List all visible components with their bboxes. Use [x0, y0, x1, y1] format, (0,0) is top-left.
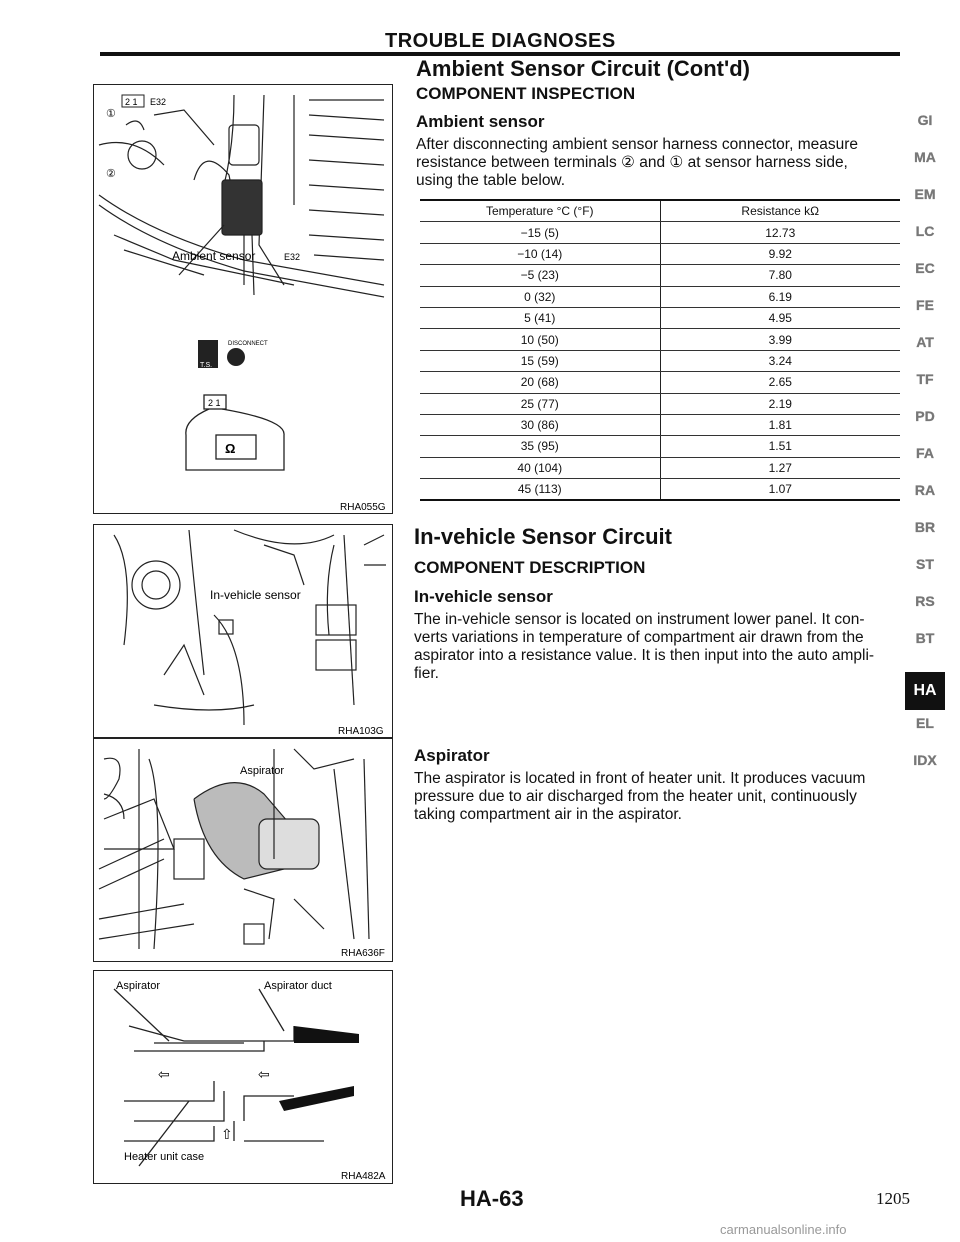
- figure-aspirator-duct: [93, 970, 393, 1184]
- table-cell-temp: −15 (5): [420, 222, 660, 243]
- tab-ha-active[interactable]: HA: [905, 672, 945, 710]
- table-cell-temp: 20 (68): [420, 372, 660, 393]
- table-row: [420, 479, 900, 500]
- table-cell-res: 1.81: [660, 414, 900, 435]
- figure-id-rha482a: RHA482A: [341, 1171, 386, 1182]
- tab-ec[interactable]: EC: [915, 260, 935, 276]
- terminal-2-label: ②: [106, 168, 116, 180]
- tab-el[interactable]: EL: [916, 715, 934, 731]
- aspirator-duct-callout: Aspirator duct: [264, 980, 332, 992]
- aspirator-body-line1: The aspirator is located in front of heater unit. It produces vacuum: [414, 770, 866, 787]
- tab-ra[interactable]: RA: [914, 482, 936, 498]
- ambient-circuit-title: Ambient Sensor Circuit (Cont'd): [416, 56, 751, 81]
- connector-icon: [227, 348, 245, 366]
- tab-br[interactable]: BR: [914, 519, 936, 535]
- table-row: [420, 350, 900, 371]
- tab-tf[interactable]: TF: [916, 371, 934, 387]
- aspirator-figure-label: Aspirator: [240, 765, 285, 777]
- aspirator-callout: Aspirator: [116, 980, 161, 992]
- ambient-sensor-subtitle: Ambient sensor: [416, 112, 545, 131]
- connector-pins-label: 2 1: [125, 97, 138, 107]
- disconnect-label: DISCONNECT: [228, 341, 268, 347]
- in-vehicle-sensor-label: In-vehicle sensor: [210, 588, 301, 602]
- total-page-number: 1205: [876, 1189, 910, 1208]
- tab-pd[interactable]: PD: [915, 408, 935, 424]
- page-number: HA-63: [460, 1186, 524, 1211]
- table-cell-temp: 5 (41): [420, 307, 660, 328]
- tab-st[interactable]: ST: [916, 556, 934, 572]
- table-row: [420, 222, 900, 243]
- table-cell-temp: 15 (59): [420, 350, 660, 371]
- airflow-arrow-up-icon: ⇧: [221, 1126, 233, 1142]
- tab-fa[interactable]: FA: [916, 445, 934, 461]
- table-cell-res: 7.80: [660, 265, 900, 286]
- table-cell-temp: 0 (32): [420, 286, 660, 307]
- page-header-title: TROUBLE DIAGNOSES: [385, 30, 616, 52]
- ambient-body-line2: resistance between terminals ② and ① at sensor harness side,: [416, 154, 848, 171]
- ts-label: T.S.: [200, 362, 213, 369]
- ambient-sensor-label: Ambient sensor: [172, 249, 256, 263]
- connector-e32-callout: E32: [284, 252, 301, 262]
- tab-at[interactable]: AT: [916, 334, 934, 350]
- table-header-resistance: Resistance kΩ: [660, 201, 900, 222]
- in-vehicle-body-line4: fier.: [414, 665, 439, 682]
- tab-fe[interactable]: FE: [916, 297, 934, 313]
- table-cell-res: 4.95: [660, 307, 900, 328]
- in-vehicle-body-line1: The in-vehicle sensor is located on instrument lower panel. It con-: [414, 611, 865, 628]
- tab-em[interactable]: EM: [914, 186, 936, 202]
- table-cell-res: 1.07: [768, 482, 792, 497]
- tab-ma[interactable]: MA: [914, 149, 936, 165]
- figure-id-rha055g: RHA055G: [340, 502, 386, 513]
- figure-id-rha103g: RHA103G: [338, 726, 384, 737]
- table-row: [420, 414, 900, 435]
- aspirator-duct-diagram: [94, 971, 392, 1183]
- table-header-temperature: Temperature °C (°F): [420, 201, 660, 222]
- airflow-arrow-left-icon: ⇦: [158, 1066, 170, 1082]
- in-vehicle-sensor-diagram: [94, 525, 392, 737]
- section-index-tabs: [905, 112, 945, 789]
- duct-arrow-bottom: [279, 1086, 354, 1111]
- heater-unit-case-callout: Heater unit case: [124, 1151, 205, 1163]
- table-cell-res: 3.99: [660, 329, 900, 350]
- aspirator-body-line2: pressure due to air discharged from the heater unit, continuously: [414, 788, 857, 805]
- in-vehicle-body-line3: aspirator into a resistance value. It is then input into the auto ampli-: [414, 647, 875, 664]
- table-row: [420, 436, 900, 457]
- ohm-icon: Ω: [225, 441, 236, 456]
- table-header-row: [420, 201, 900, 222]
- table-row: [420, 286, 900, 307]
- tab-gi[interactable]: GI: [917, 112, 933, 128]
- terminal-1-label: ①: [106, 108, 116, 120]
- table-cell-res: 2.65: [660, 372, 900, 393]
- aspirator-diagram: [94, 739, 392, 961]
- table-cell-temp: −5 (23): [420, 265, 660, 286]
- figure-in-vehicle-sensor: [93, 524, 393, 738]
- tab-lc[interactable]: LC: [915, 223, 935, 239]
- table-cell-temp: 25 (77): [420, 393, 660, 414]
- component-inspection-heading: COMPONENT INSPECTION: [416, 84, 636, 103]
- figure-id-rha636f: RHA636F: [341, 948, 385, 959]
- table-row: [420, 457, 900, 478]
- table-cell-res: 1.51: [660, 436, 900, 457]
- in-vehicle-body-line2: verts variations in temperature of compartment air drawn from the: [414, 629, 864, 646]
- table-cell-res: 3.24: [660, 350, 900, 371]
- figure-aspirator: [93, 738, 393, 962]
- table-cell-temp: 45 (113): [420, 479, 660, 500]
- ambient-body-line1: After disconnecting ambient sensor harness connector, measure: [416, 136, 858, 153]
- table-cell-res: 12.73: [660, 222, 900, 243]
- connector-e32-label: E32: [150, 97, 167, 107]
- table-row: [420, 372, 900, 393]
- watermark: carmanualsonline.info: [720, 1222, 847, 1237]
- aspirator-subtitle: Aspirator: [414, 746, 490, 765]
- table-row: [420, 307, 900, 328]
- figure-ambient-sensor: [93, 84, 393, 514]
- in-vehicle-circuit-title: In-vehicle Sensor Circuit: [414, 524, 672, 549]
- duct-arrow-top: [294, 1026, 359, 1043]
- tab-idx[interactable]: IDX: [913, 752, 937, 768]
- table-cell-temp: 10 (50): [420, 329, 660, 350]
- ambient-body-line3: using the table below.: [416, 172, 566, 189]
- table-row: [420, 265, 900, 286]
- tab-bt[interactable]: BT: [915, 630, 935, 646]
- table-cell-res: 2.19: [660, 393, 900, 414]
- ohmmeter-pins-label: 2 1: [208, 398, 221, 408]
- ambient-sensor-diagram: [94, 85, 392, 513]
- table-cell-temp: −10 (14): [420, 243, 660, 264]
- component-description-heading: COMPONENT DESCRIPTION: [414, 558, 646, 577]
- aspirator-body-line3: taking compartment air in the aspirator.: [414, 806, 682, 823]
- table-cell-res: 9.92: [660, 243, 900, 264]
- airflow-arrow-left-icon-2: ⇦: [258, 1066, 270, 1082]
- table-cell-temp: 30 (86): [420, 414, 660, 435]
- table-cell-res: 1.27: [660, 457, 900, 478]
- table-row: [420, 329, 900, 350]
- table-cell-res: 6.19: [660, 286, 900, 307]
- in-vehicle-sensor-subtitle: In-vehicle sensor: [414, 587, 553, 606]
- table-row: [420, 393, 900, 414]
- table-cell-temp: 35 (95): [420, 436, 660, 457]
- resistance-table: [420, 199, 900, 501]
- table-cell-temp: 40 (104): [420, 457, 660, 478]
- tab-rs[interactable]: RS: [915, 593, 935, 609]
- table-row: [420, 243, 900, 264]
